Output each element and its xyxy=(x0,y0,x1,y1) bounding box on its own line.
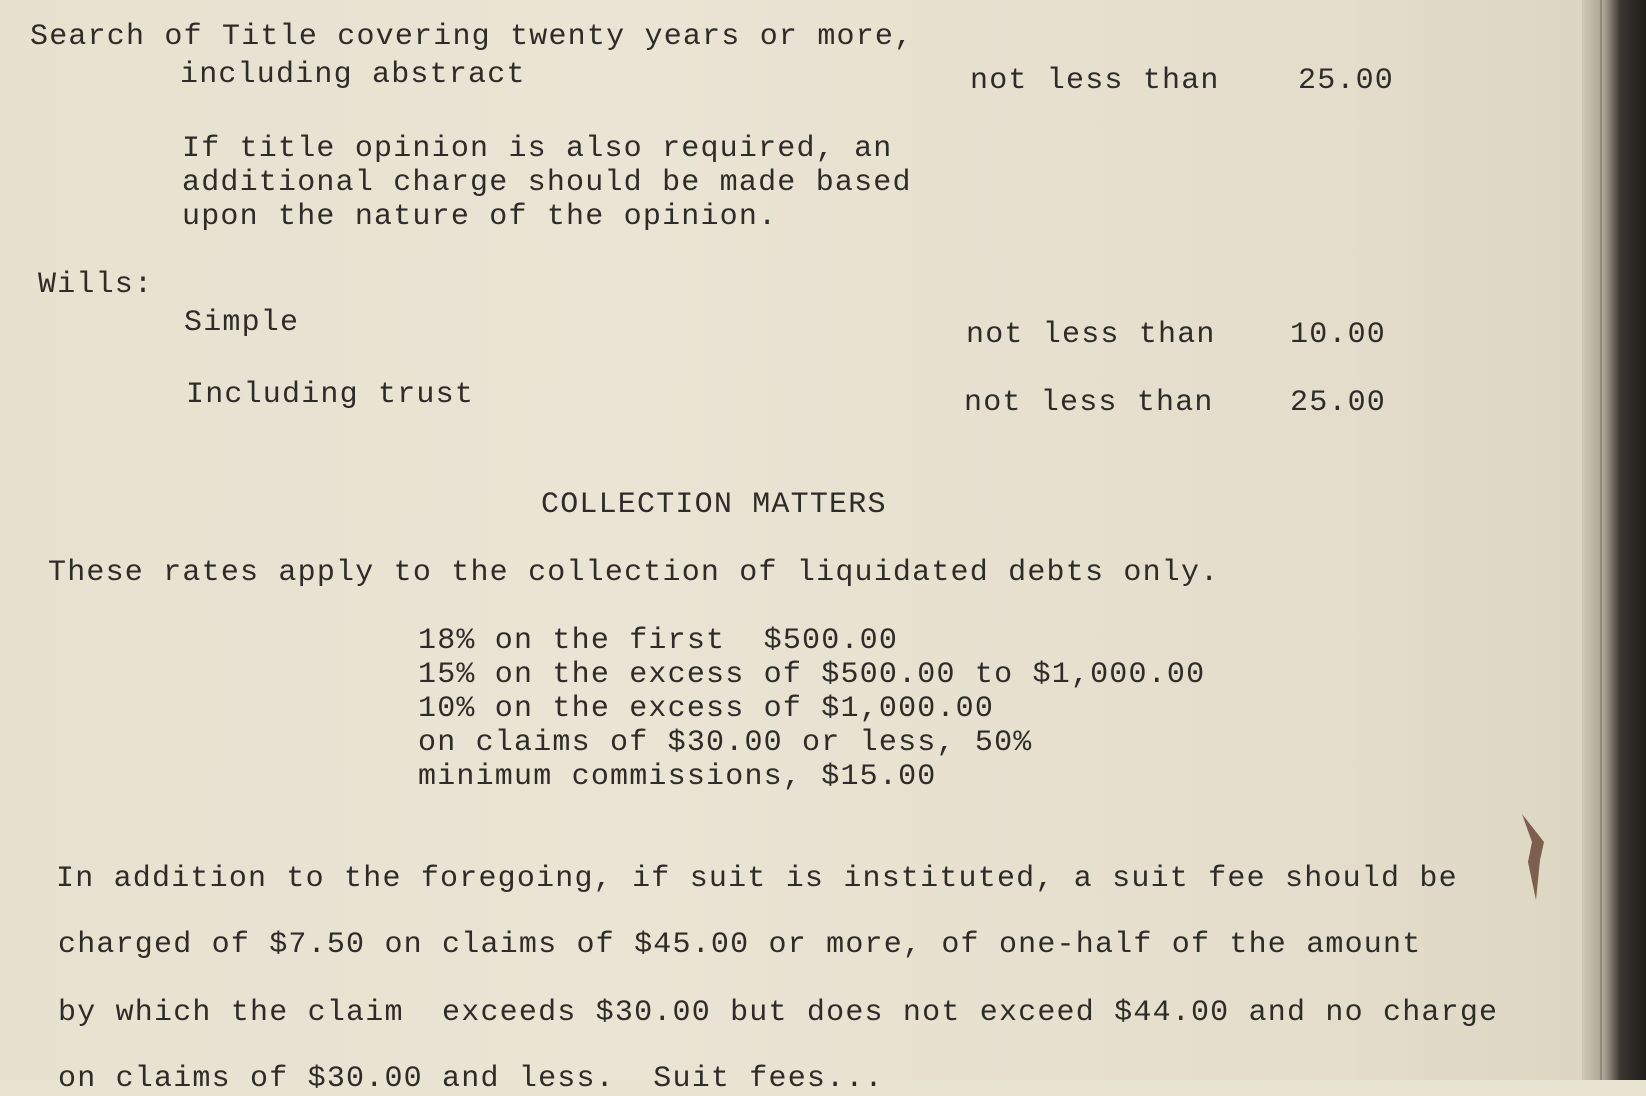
title-opinion-note-line-3: upon the nature of the opinion. xyxy=(182,200,778,234)
title-opinion-note-line-1: If title opinion is also required, an xyxy=(182,132,893,166)
paper-tear-mark xyxy=(1518,812,1548,902)
frame-edge xyxy=(1582,0,1646,1080)
collection-rate-line: 18% on the first $500.00 xyxy=(418,624,899,658)
frame-divider xyxy=(1600,0,1602,1080)
title-opinion-note-line-2: additional charge should be made based xyxy=(182,166,912,200)
suit-fee-paragraph-line: In addition to the foregoing, if suit is instituted, a suit fee should be xyxy=(56,862,1458,896)
collection-heading: COLLECTION MATTERS xyxy=(541,488,887,522)
title-search-amount: 25.00 xyxy=(1298,64,1395,98)
wills-item-trust-amount: 25.00 xyxy=(1290,386,1387,420)
collection-rate-line: minimum commissions, $15.00 xyxy=(418,760,937,794)
wills-item-trust-label: Including trust xyxy=(186,378,475,412)
suit-fee-paragraph-line: by which the claim exceeds $30.00 but does not exceed $44.00 and no charge xyxy=(58,996,1499,1030)
collection-intro: These rates apply to the collection of liquidated debts only. xyxy=(48,556,1220,590)
wills-item-trust-qualifier: not less than xyxy=(964,386,1214,420)
collection-rate-line: 15% on the excess of $500.00 to $1,000.00 xyxy=(418,658,1206,692)
title-search-line-1: Search of Title covering twenty years or more, xyxy=(30,20,914,54)
wills-item-simple-label: Simple xyxy=(184,306,300,340)
wills-item-simple-amount: 10.00 xyxy=(1290,318,1387,352)
wills-heading: Wills: xyxy=(38,268,154,302)
collection-rate-line: on claims of $30.00 or less, 50% xyxy=(418,726,1033,760)
collection-rate-line: 10% on the excess of $1,000.00 xyxy=(418,692,995,726)
suit-fee-paragraph-line: charged of $7.50 on claims of $45.00 or more, of one-half of the amount xyxy=(58,928,1422,962)
wills-item-simple-qualifier: not less than xyxy=(966,318,1216,352)
suit-fee-paragraph-line: on claims of $30.00 and less. Suit fees... xyxy=(58,1062,884,1096)
title-search-line-2: including abstract xyxy=(180,58,526,92)
title-search-qualifier: not less than xyxy=(970,64,1220,98)
